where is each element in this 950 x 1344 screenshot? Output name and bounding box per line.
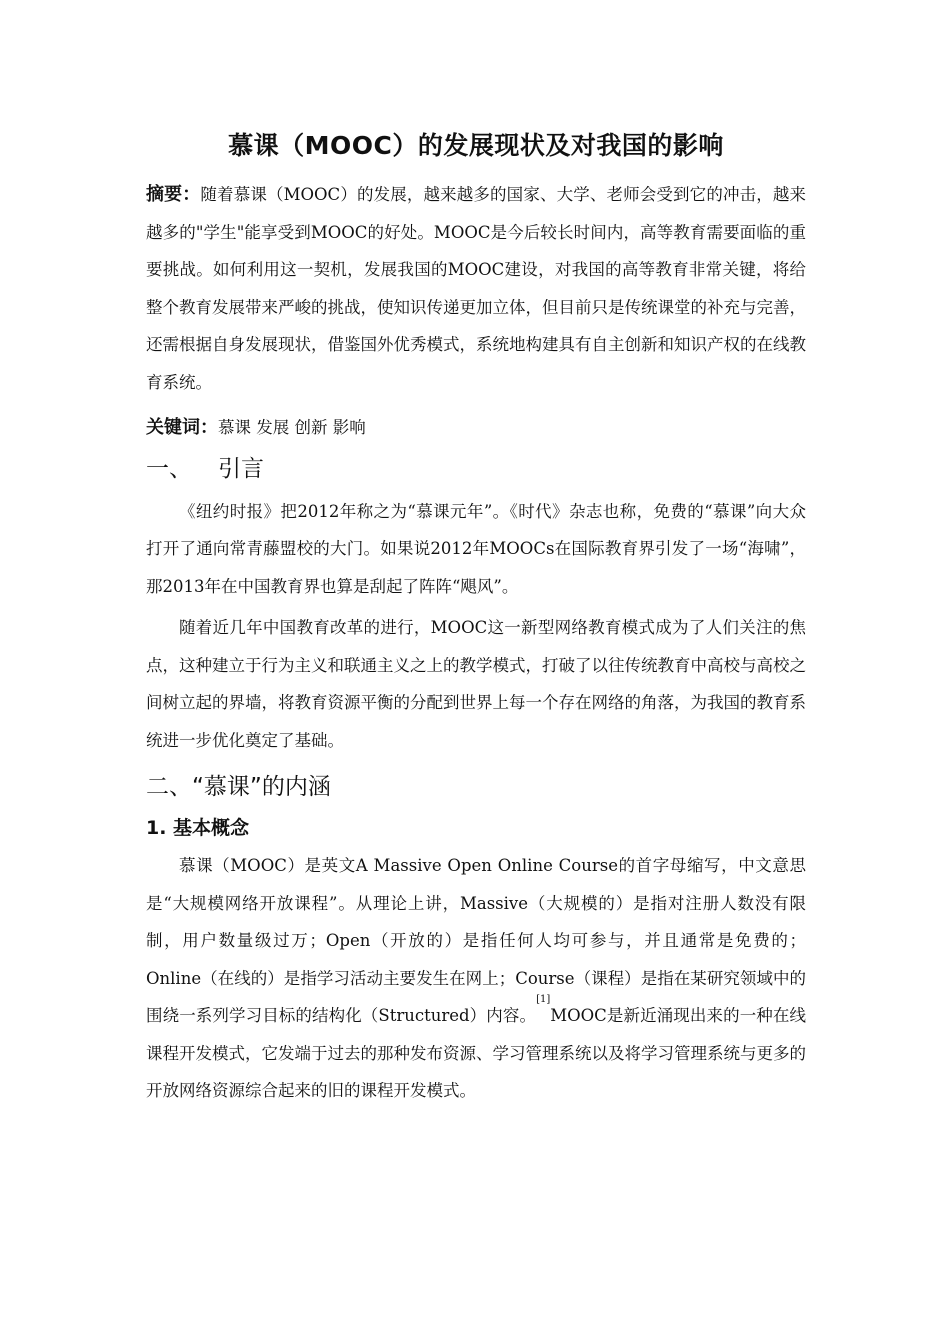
intro-paragraph-2: 随着近几年中国教育改革的进行，MOOC这一新型网络教育模式成为了人们关注的焦点，这种建立于行为主义和联通主义之上的教学模式，打破了以往传统教育中高校与高校之间树立起的界墙，将教育资源平衡的分配到世界上每一个存在网络的角落，为我国的教育系统进一步优化奠定了基础。 [146,618,806,750]
keywords-label: 关键词： [146,417,218,438]
basic-concept-paragraph [146,847,806,1110]
basic-concept-text-a: 慕课（MOOC）是英文A Massive Open Online Course的首字母缩写，中文意思是“大规模网络开放课程”。从理论上讲，Massive（大规模的）是指对注册人数没有限制，用户数量级过万；Open（开放的）是指任何人均可参与，并且通常是免费的；Online（在线的）是指学习活动主要发生在网上；Course（课程）是指在某研究领域中的围绕一系列学习目标的结构化（Structured）内容。 [146,856,806,1025]
section-heading-intro [146,451,806,487]
keywords-line [146,409,806,447]
abstract-text: 随着慕课（MOOC）的发展，越来越多的国家、大学、老师会受到它的冲击，越来越多的"学生"能享受到MOOC的好处。MOOC是今后较长时间内，高等教育需要面临的重要挑战。如何利用这一契机，发展我国的MOOC建设，对我国的高等教育非常关键，将给整个教育发展带来严峻的挑战，使知识传递更加立体，但目前只是传统课堂的补充与完善，还需根据自身发展现状，借鉴国外优秀模式，系统地构建具有自主创新和知识产权的在线教育系统。 [146,185,807,392]
basic-concept-text-b: MOOC是新近涌现出来的一种在线课程开发模式，它发端于过去的那种发布资源、学习管理系统以及将学习管理系统与更多的开放网络资源综合起来的旧的课程开发模式。 [146,1006,806,1100]
abstract-label: 摘要： [146,184,201,205]
subsection-heading-basic-concept: 1. 基本概念 [146,817,250,839]
intro-paragraph-1: 《纽约时报》把2012年称之为“慕课元年”。《时代》杂志也称，免费的“慕课”向大众打开了通向常青藤盟校的大门。如果说2012年MOOCs在国际教育界引发了一场“海啸”，那2013年在中国教育界也算是刮起了阵阵“飓风”。 [146,501,806,596]
document-page [146,128,806,1110]
keywords-text: 慕课 发展 创新 影响 [218,418,366,437]
citation-ref[interactable]: [1] [536,994,551,1005]
abstract-paragraph [146,176,806,401]
section-number: 一、 [146,455,192,482]
section-title: 引言 [218,455,264,482]
document-title: 慕课（MOOC）的发展现状及对我国的影响 [228,131,724,160]
section-heading-connotation: 二、“慕课”的内涵 [146,774,331,800]
